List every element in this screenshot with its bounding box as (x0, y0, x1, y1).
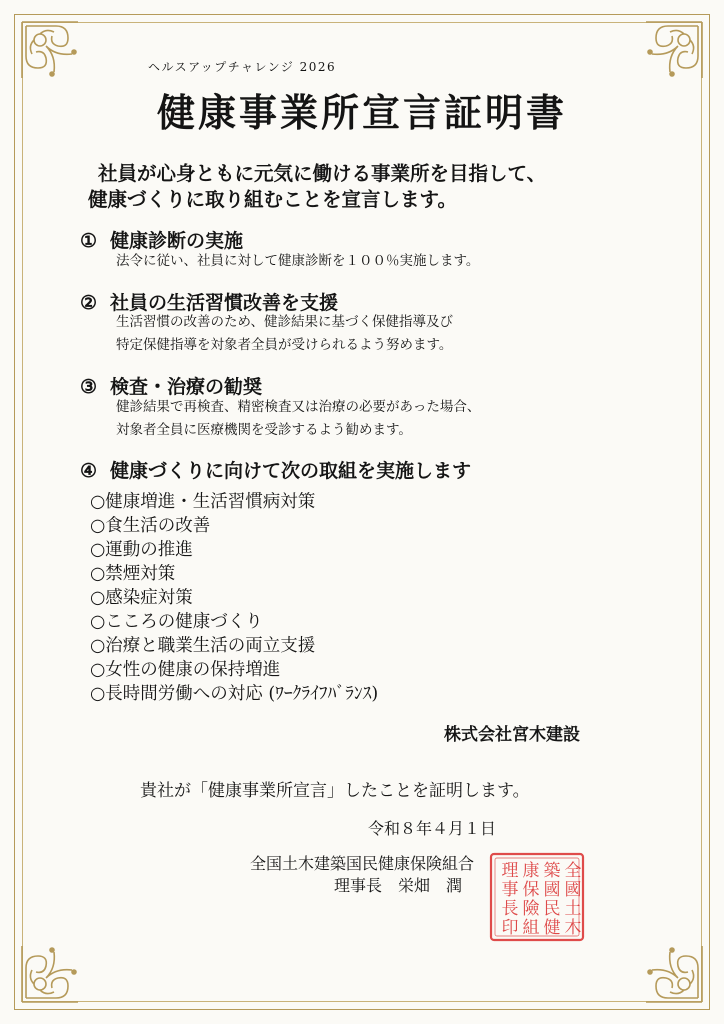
issue-date: 令和８年４月１日 (368, 819, 497, 838)
seal-glyph: 築 (543, 861, 561, 881)
seal-glyph: 事 (501, 880, 519, 900)
chairman-title: 理事長 (334, 876, 383, 895)
intro-line: 健康づくりに取り組むことを宣言します。 (88, 188, 457, 211)
initiative-item: ○こころの健康づくり (90, 612, 263, 632)
section-body-line: 健診結果で再検査、精密検査又は治療の必要があった場合、 (116, 399, 481, 415)
seal-glyph: 木 (564, 918, 582, 938)
company-name: 株式会社宮木建設 (444, 725, 580, 745)
intro-line: 社員が心身ともに元気に働ける事業所を目指して、 (98, 162, 547, 185)
section-title: 健康診断の実施 (110, 230, 244, 252)
seal-glyph: 康 (522, 861, 540, 881)
seal-glyph: 組 (522, 918, 540, 938)
corner-ornament-icon (16, 16, 90, 90)
section-number: ② (80, 292, 98, 314)
seal-glyph: 全 (564, 861, 582, 881)
chairman-line (334, 873, 462, 896)
issuer-name: 全国土木建築国民健康保険組合 (250, 854, 475, 873)
program-subtitle: ヘルスアップチャレンジ 2026 (148, 60, 337, 74)
section-number: ① (80, 230, 98, 252)
section-body-line: 特定保健指導を対象者全員が受けられるよう努めます。 (116, 337, 453, 353)
chairman-name: 栄畑 潤 (398, 876, 463, 895)
seal-glyph: 保 (522, 880, 540, 900)
corner-ornament-icon (16, 934, 90, 1008)
section-body-line: 対象者全員に医療機関を受診するよう勧めます。 (116, 422, 412, 438)
seal-glyph: 理 (501, 861, 519, 881)
official-seal-stamp (489, 852, 585, 942)
seal-glyph: 險 (522, 899, 540, 919)
certification-statement: 貴社が「健康事業所宣言」したことを証明します。 (140, 781, 530, 801)
initiative-item: ○長時間労働への対応 (ﾜｰｸﾗｲﾌﾊﾞﾗﾝｽ) (90, 684, 379, 704)
section-heading (80, 456, 471, 483)
certificate-title: 健康事業所宣言証明書 (156, 90, 567, 135)
section-title: 検査・治療の勧奨 (110, 376, 263, 398)
section-title: 健康づくりに向けて次の取組を実施します (110, 460, 472, 482)
seal-glyph: 土 (564, 899, 582, 919)
initiative-item: ○禁煙対策 (90, 564, 176, 584)
section-heading (80, 226, 243, 253)
section-number: ③ (80, 376, 98, 398)
initiative-item: ○運動の推進 (90, 540, 193, 560)
initiative-item: ○感染症対策 (90, 588, 193, 608)
section-title: 社員の生活習慣改善を支援 (110, 292, 339, 314)
seal-glyph: 健 (543, 918, 561, 938)
section-heading (80, 372, 262, 399)
initiative-item: ○治療と職業生活の両立支援 (90, 636, 316, 656)
corner-ornament-icon (634, 934, 708, 1008)
initiative-item: ○女性の健康の保持増進 (90, 660, 281, 680)
seal-glyph: 民 (543, 899, 561, 919)
corner-ornament-icon (634, 16, 708, 90)
initiative-item: ○食生活の改善 (90, 516, 211, 536)
section-body-line: 生活習慣の改善のため、健診結果に基づく保健指導及び (116, 314, 453, 330)
initiative-item: ○健康増進・生活習慣病対策 (90, 492, 316, 512)
seal-glyph: 國 (543, 880, 561, 900)
seal-glyph: 國 (564, 880, 582, 900)
section-body-line: 法令に従い、社員に対して健康診断を１００％実施します。 (116, 253, 480, 269)
seal-glyph: 長 (501, 899, 519, 919)
seal-glyph: 印 (501, 918, 519, 938)
section-number: ④ (80, 460, 98, 482)
